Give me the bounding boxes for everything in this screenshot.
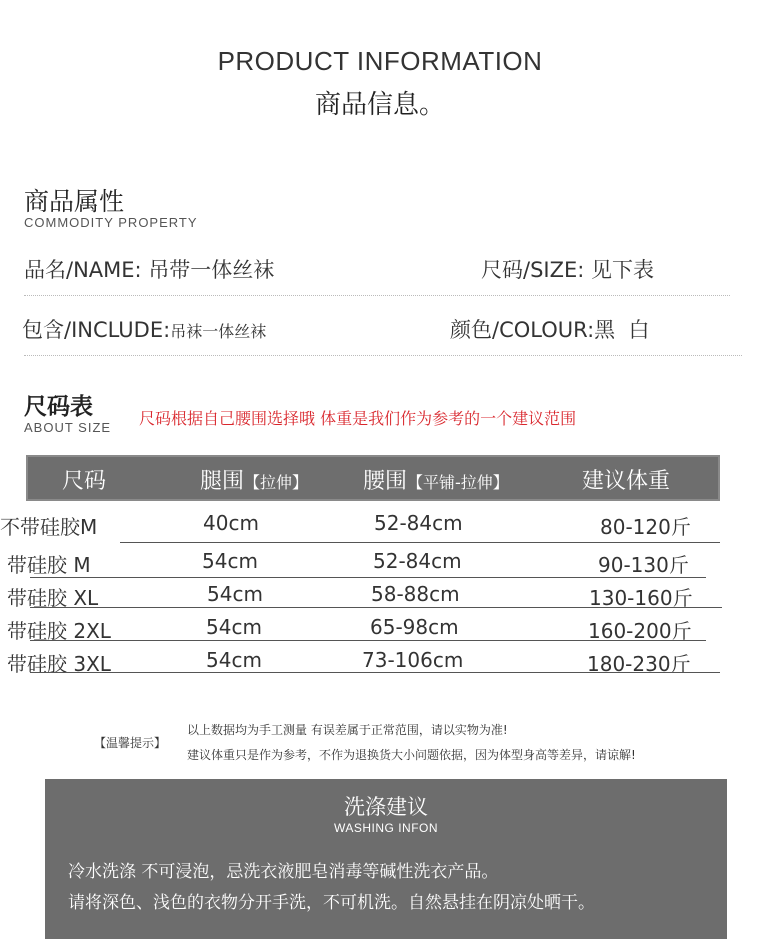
page-title-en: PRODUCT INFORMATION [217, 46, 543, 76]
row4-waist: 65-98cm [370, 615, 459, 639]
header-size: 尺码 [62, 469, 107, 494]
property-name [24, 254, 274, 284]
washing-line-2: 请将深色、浅色的衣物分开手洗，不可机洗。自然悬挂在阴凉处晒干。 [68, 893, 595, 913]
row2-waist: 52-84cm [373, 549, 462, 573]
colour-value: 黑 白 [594, 318, 650, 342]
row1-thigh: 40cm [203, 511, 259, 535]
property-include [22, 314, 266, 344]
divider [24, 355, 742, 356]
table-row-line [120, 542, 720, 543]
table-row-line [30, 577, 706, 578]
size-table-title: 尺码表 [24, 394, 93, 420]
row5-weight: 180-230斤 [587, 652, 691, 676]
property-subtitle: COMMODITY PROPERTY [24, 215, 198, 230]
row5-size: 带硅胶 3XL [7, 652, 111, 676]
tip-line-1: 以上数据均为手工测量 有误差属于正常范围，请以实物为准! [187, 723, 508, 737]
table-row-line [30, 607, 722, 608]
row4-weight: 160-200斤 [588, 619, 692, 643]
page-title-cn: 商品信息。 [314, 90, 445, 120]
row4-thigh: 54cm [206, 615, 262, 639]
row5-thigh: 54cm [206, 648, 262, 672]
row1-weight: 80-120斤 [600, 515, 691, 539]
size-table-header [26, 455, 720, 501]
row3-waist: 58-88cm [371, 582, 460, 606]
row1-size: 不带硅胶M [0, 515, 98, 539]
row3-weight: 130-160斤 [589, 586, 693, 610]
row2-weight: 90-130斤 [598, 553, 689, 577]
row4-size: 带硅胶 2XL [7, 619, 111, 643]
washing-subtitle: WASHING INFON [333, 821, 439, 835]
property-colour [450, 314, 650, 344]
washing-panel [45, 779, 727, 939]
tip-line-2: 建议体重只是作为参考，不作为退换货大小问题依据，因为体型身高等差异，请谅解! [187, 748, 636, 762]
row3-size: 带硅胶 XL [7, 586, 99, 610]
row2-thigh: 54cm [202, 549, 258, 573]
include-label: 包含/INCLUDE: [22, 318, 171, 342]
washing-line-1: 冷水洗涤 不可浸泡，忌洗衣液肥皂消毒等碱性洗衣产品。 [68, 862, 499, 882]
header-weight: 建议体重 [582, 469, 671, 494]
name-value: 吊带一体丝袜 [148, 258, 275, 282]
header-waist: 腰围【平铺-拉伸】 [363, 469, 509, 494]
divider [24, 295, 730, 296]
property-title: 商品属性 [24, 187, 125, 216]
table-row-line [30, 640, 706, 641]
colour-label: 颜色/COLOUR: [450, 318, 595, 342]
row1-waist: 52-84cm [374, 511, 463, 535]
name-label: 品名/NAME: [24, 258, 142, 282]
property-size [481, 254, 654, 284]
size-note: 尺码根据自己腰围选择哦 体重是我们作为参考的一个建议范围 [139, 409, 577, 428]
header-thigh: 腿围【拉伸】 [200, 469, 309, 494]
row5-waist: 73-106cm [362, 648, 464, 672]
size-table-subtitle: ABOUT SIZE [24, 420, 112, 435]
washing-title: 洗涤建议 [344, 795, 428, 819]
row3-thigh: 54cm [207, 582, 263, 606]
include-value: 吊袜一体丝袜 [170, 322, 267, 341]
size-label: 尺码/SIZE: [481, 258, 585, 282]
table-row-line [30, 672, 720, 673]
size-value: 见下表 [591, 258, 655, 282]
row2-size: 带硅胶 M [7, 553, 91, 577]
tip-label: 【温馨提示】 [94, 736, 167, 750]
